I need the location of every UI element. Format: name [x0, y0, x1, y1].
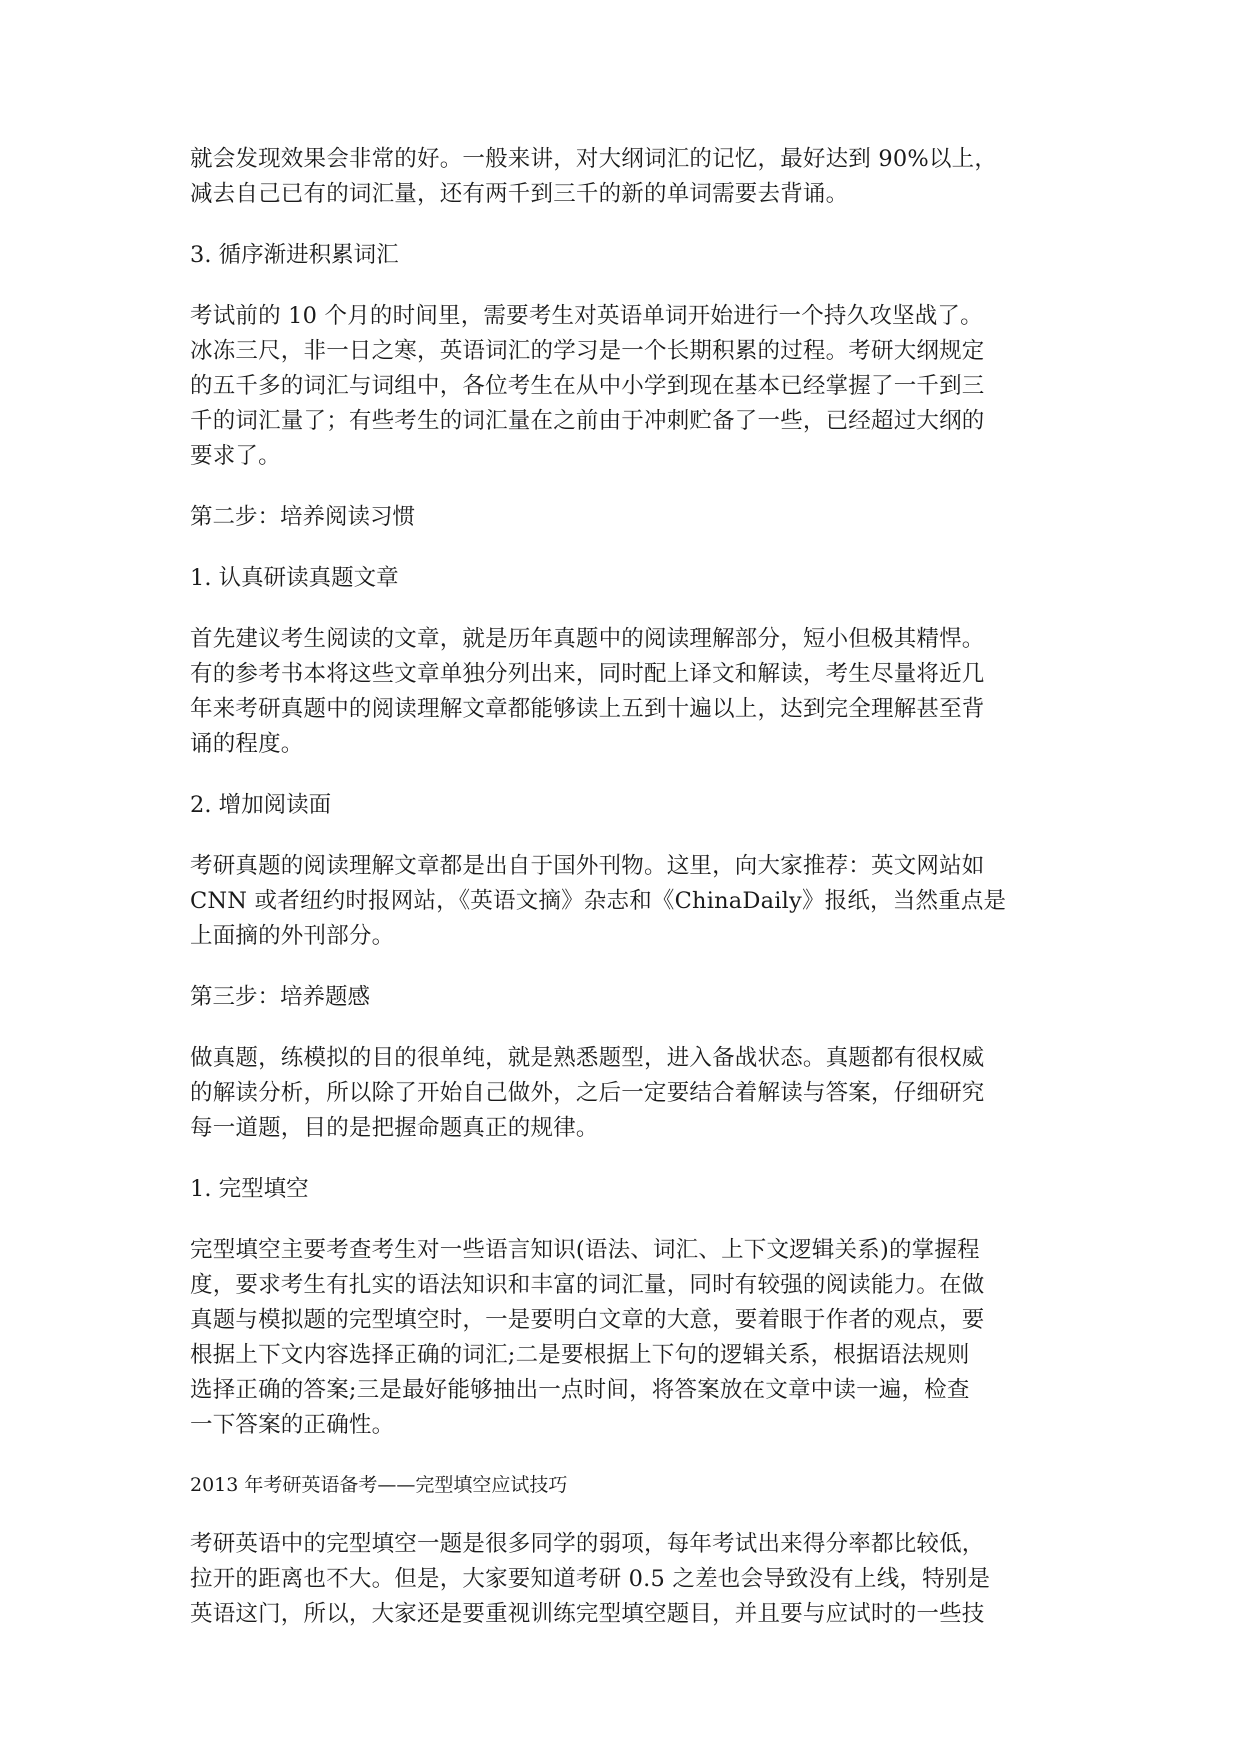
- text-line: 考研英语中的完型填空一题是很多同学的弱项，每年考试出来得分率都比较低，: [190, 1531, 985, 1557]
- paragraph-foreign-journals: [190, 849, 1050, 954]
- text-line: 要求了。: [190, 443, 281, 469]
- text-line: 做真题，练模拟的目的很单纯，就是熟悉题型，进入备战状态。真题都有很权威: [190, 1045, 985, 1071]
- text-line: 考研真题的阅读理解文章都是出自于国外刊物。这里，向大家推荐：英文网站如: [190, 853, 985, 879]
- paragraph-cloze-description: [190, 1233, 1050, 1443]
- text-line: 有的参考书本将这些文章单独分列出来，同时配上译文和解读，考生尽量将近几: [190, 661, 985, 687]
- text-line: 年来考研真题中的阅读理解文章都能够读上五到十遍以上，达到完全理解甚至背: [190, 696, 985, 722]
- text-line: 英语这门，所以，大家还是要重视训练完型填空题目，并且要与应试时的一些技: [190, 1601, 985, 1627]
- document-page: [190, 142, 1050, 1658]
- paragraph-cloze-weakness: [190, 1527, 1050, 1632]
- heading-step-two: 第二步：培养阅读习惯: [190, 504, 416, 530]
- text-line: 完型填空主要考查考生对一些语言知识(语法、词汇、上下文逻辑关系)的掌握程: [190, 1237, 980, 1263]
- text-line: 的解读分析，所以除了开始自己做外，之后一定要结合着解读与答案，仔细研究: [190, 1080, 985, 1106]
- heading-2013-cloze-tips: 2013 年考研英语备考——完型填空应试技巧: [190, 1474, 568, 1496]
- heading-broaden-reading: 2. 增加阅读面: [190, 792, 332, 818]
- text-line: 考试前的 10 个月的时间里，需要考生对英语单词开始进行一个持久攻坚战了。: [190, 303, 983, 329]
- text-line: 选择正确的答案;三是最好能够抽出一点时间，将答案放在文章中读一遍，检查: [190, 1377, 970, 1403]
- text-line: 度，要求考生有扎实的语法知识和丰富的词汇量，同时有较强的阅读能力。在做: [190, 1272, 985, 1298]
- text-line: 千的词汇量了；有些考生的词汇量在之前由于冲刺贮备了一些，已经超过大纲的: [190, 408, 985, 434]
- heading-cloze: 1. 完型填空: [190, 1176, 309, 1202]
- heading-step-three: 第三步：培养题感: [190, 984, 371, 1010]
- text-line: 首先建议考生阅读的文章，就是历年真题中的阅读理解部分，短小但极其精悍。: [190, 626, 985, 652]
- paragraph-ten-months: [190, 299, 1050, 474]
- heading-gradual-vocab: 3. 循序渐进积累词汇: [190, 242, 399, 268]
- heading-study-real-exams: 1. 认真研读真题文章: [190, 565, 399, 591]
- paragraph-vocab-effect: [190, 142, 1050, 212]
- text-line: CNN 或者纽约时报网站，《英语文摘》杂志和《ChinaDaily》报纸，当然重点是: [190, 888, 1007, 914]
- text-line: 每一道题，目的是把握命题真正的规律。: [190, 1115, 599, 1141]
- text-line: 诵的程度。: [190, 731, 304, 757]
- text-line: 上面摘的外刊部分。: [190, 923, 395, 949]
- text-line: 根据上下文内容选择正确的词汇;二是要根据上下句的逻辑关系，根据语法规则: [190, 1342, 970, 1368]
- paragraph-practice-purpose: [190, 1041, 1050, 1146]
- text-line: 一下答案的正确性。: [190, 1412, 395, 1438]
- paragraph-reading-suggestion: [190, 622, 1050, 762]
- text-line: 就会发现效果会非常的好。一般来讲，对大纲词汇的记忆，最好达到 90%以上，: [190, 146, 998, 172]
- text-line: 的五千多的词汇与词组中，各位考生在从中小学到现在基本已经掌握了一千到三: [190, 373, 985, 399]
- text-line: 冰冻三尺，非一日之寒，英语词汇的学习是一个长期积累的过程。考研大纲规定: [190, 338, 985, 364]
- text-line: 拉开的距离也不大。但是，大家要知道考研 0.5 之差也会导致没有上线，特别是: [190, 1566, 991, 1592]
- text-line: 真题与模拟题的完型填空时，一是要明白文章的大意，要着眼于作者的观点，要: [190, 1307, 985, 1333]
- text-line: 减去自己已有的词汇量，还有两千到三千的新的单词需要去背诵。: [190, 181, 849, 207]
